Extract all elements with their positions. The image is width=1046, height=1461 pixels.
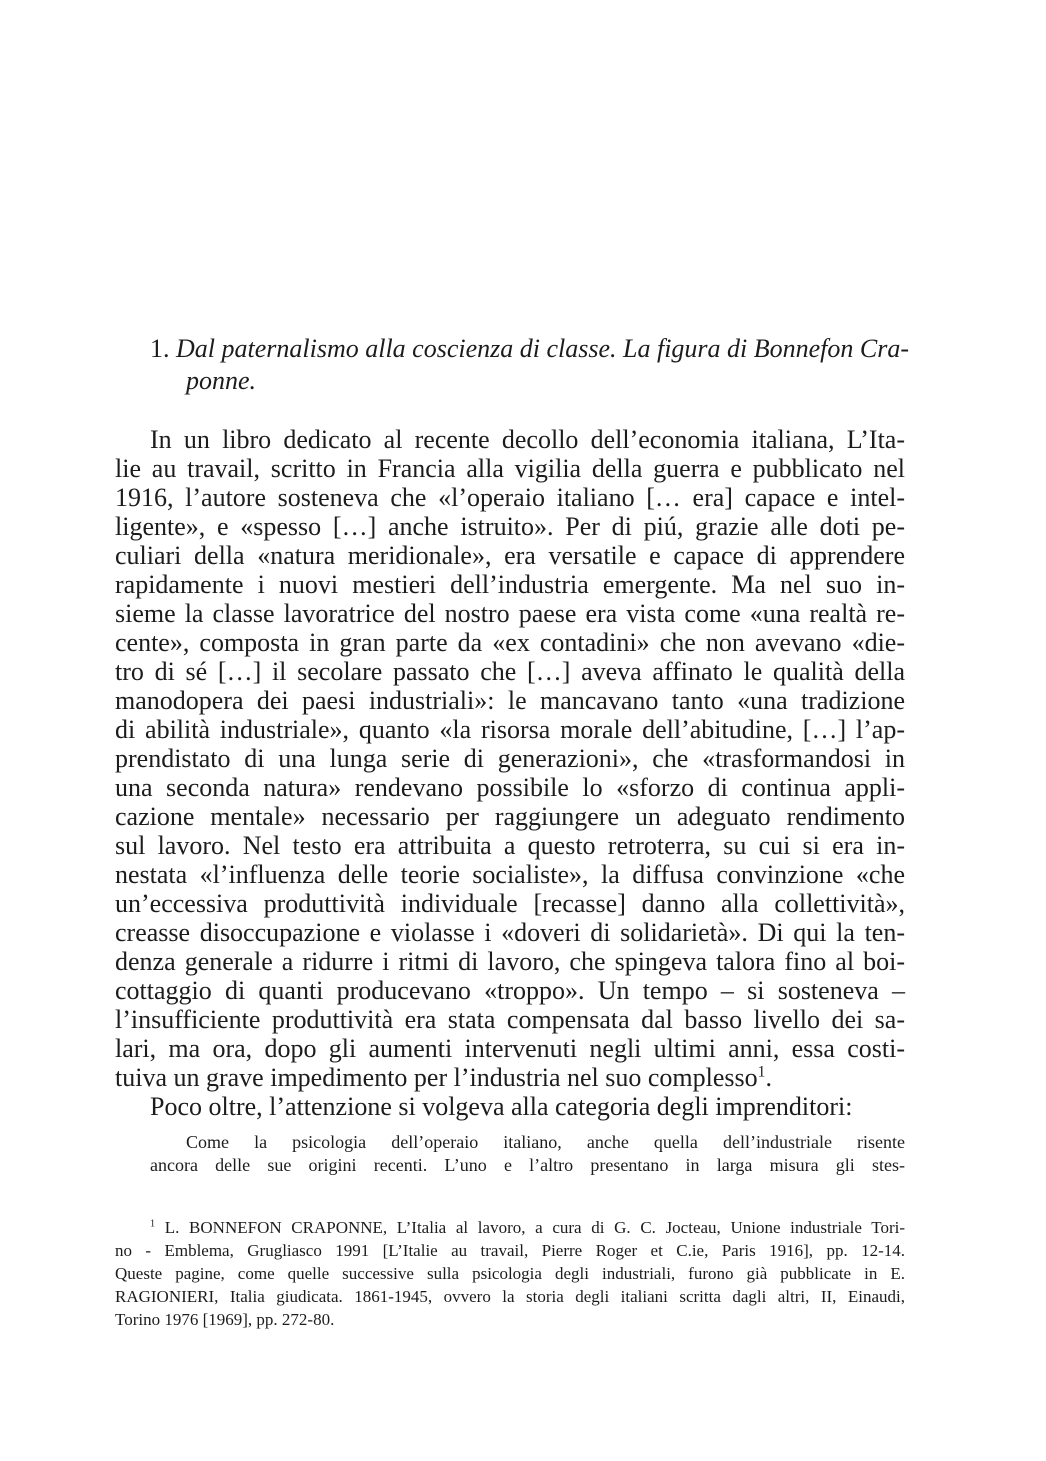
body-line: creasse disoccupazione e violasse i «doveri di solidarietà». Di qui la ten- [115,918,905,947]
body-line-text: tuiva un grave impedimento per l’industria nel suo complesso [115,1063,758,1092]
section-title-line-1: Dal paternalismo alla coscienza di classe. La figura di Bonnefon Cra- [176,334,910,363]
footnote-line: no - Emblema, Grugliasco 1991 [L’Italie au travail, Pierre Roger et C.ie, Paris 1916], pp. 12-14. [115,1241,905,1260]
body-line: l’insufficiente produttività era stata compensata dal basso livello dei sa- [115,1005,905,1034]
body-line: rapidamente i nuovi mestieri dell’industria emergente. Ma nel suo in- [115,570,905,599]
footnote-line: Torino 1976 [1969], pp. 272-80. [115,1310,335,1329]
section-title-line-2: ponne. [186,366,257,395]
body-line: nestata «l’influenza delle teorie socialiste», la diffusa convinzione «che [115,860,905,889]
body-line: di abilità industriale», quanto «la risorsa morale dell’abitudine, […] l’ap- [115,715,905,744]
body-line: ligente», e «spesso […] anche istruito». Per di piú, grazie alle doti pe- [115,512,905,541]
body-line: lie au travail, scritto in Francia alla vigilia della guerra e pubblicato nel [115,454,905,483]
body-line: culiari della «natura meridionale», era versatile e capace di apprendere [115,541,905,570]
body-line: prendistato di una lunga serie di generazioni», che «trasformandosi in [115,744,905,773]
footnote-line [150,1219,905,1236]
body-line: sul lavoro. Nel testo era attribuita a questo retroterra, su cui si era in- [115,831,905,860]
footnote-mark: 1 [150,1218,156,1230]
body-line: tro di sé […] il secolare passato che […] aveva affinato le qualità della [115,657,905,686]
body-line-end: . [765,1063,772,1092]
body-line: cazione mentale» necessario per raggiungere un adeguato rendimento [115,802,905,831]
body-line: 1916, l’autore sosteneva che «l’operaio italiano [… era] capace e intel- [115,483,905,512]
body-line-last [115,1065,905,1091]
footnote-line: Queste pagine, come quelle successive sulla psicologia degli industriali, furono già pubblicate in E. [115,1264,905,1283]
body-line: lari, ma ora, dopo gli aumenti intervenuti negli ultimi anni, essa costi- [115,1034,905,1063]
body-line: cottaggio di quanti producevano «troppo». Un tempo – si sosteneva – [115,976,905,1005]
body-line: In un libro dedicato al recente decollo dell’economia italiana, L’Ita- [150,425,905,454]
footnote-line: RAGIONIERI, Italia giudicata. 1861-1945, ovvero la storia degli italiani scritta dagli altri, II, Einaudi, [115,1287,905,1306]
section-heading [150,336,909,362]
body-line: una seconda natura» rendevano possibile lo «sforzo di continua appli- [115,773,905,802]
body-line: sieme la classe lavoratrice del nostro paese era vista come «una realtà re- [115,599,905,628]
footnote-text: L. BONNEFON CRAPONNE, L’Italia al lavoro, a cura di G. C. Jocteau, Unione industriale Tori- [164,1218,906,1237]
body-line: cente», composta in gran parte da «ex contadini» che non avevano «die- [115,628,905,657]
footnote-reference[interactable]: 1 [757,1063,766,1081]
body-line: un’eccessiva produttività individuale [recasse] danno alla collettività», [115,889,905,918]
body-line: denza generale a ridurre i ritmi di lavoro, che spingeva talora fino al boi- [115,947,905,976]
body-paragraph-2: Poco oltre, l’attenzione si volgeva alla categoria degli imprenditori: [150,1092,853,1121]
quote-line: Come la psicologia dell’operaio italiano, anche quella dell’industriale risente [186,1132,905,1152]
section-number: 1. [150,334,170,363]
body-line: manodopera dei paesi industriali»: le mancavano tanto «una tradizione [115,686,905,715]
quote-line: ancora delle sue origini recenti. L’uno e l’altro presentano in larga misura gli stes- [150,1155,905,1175]
